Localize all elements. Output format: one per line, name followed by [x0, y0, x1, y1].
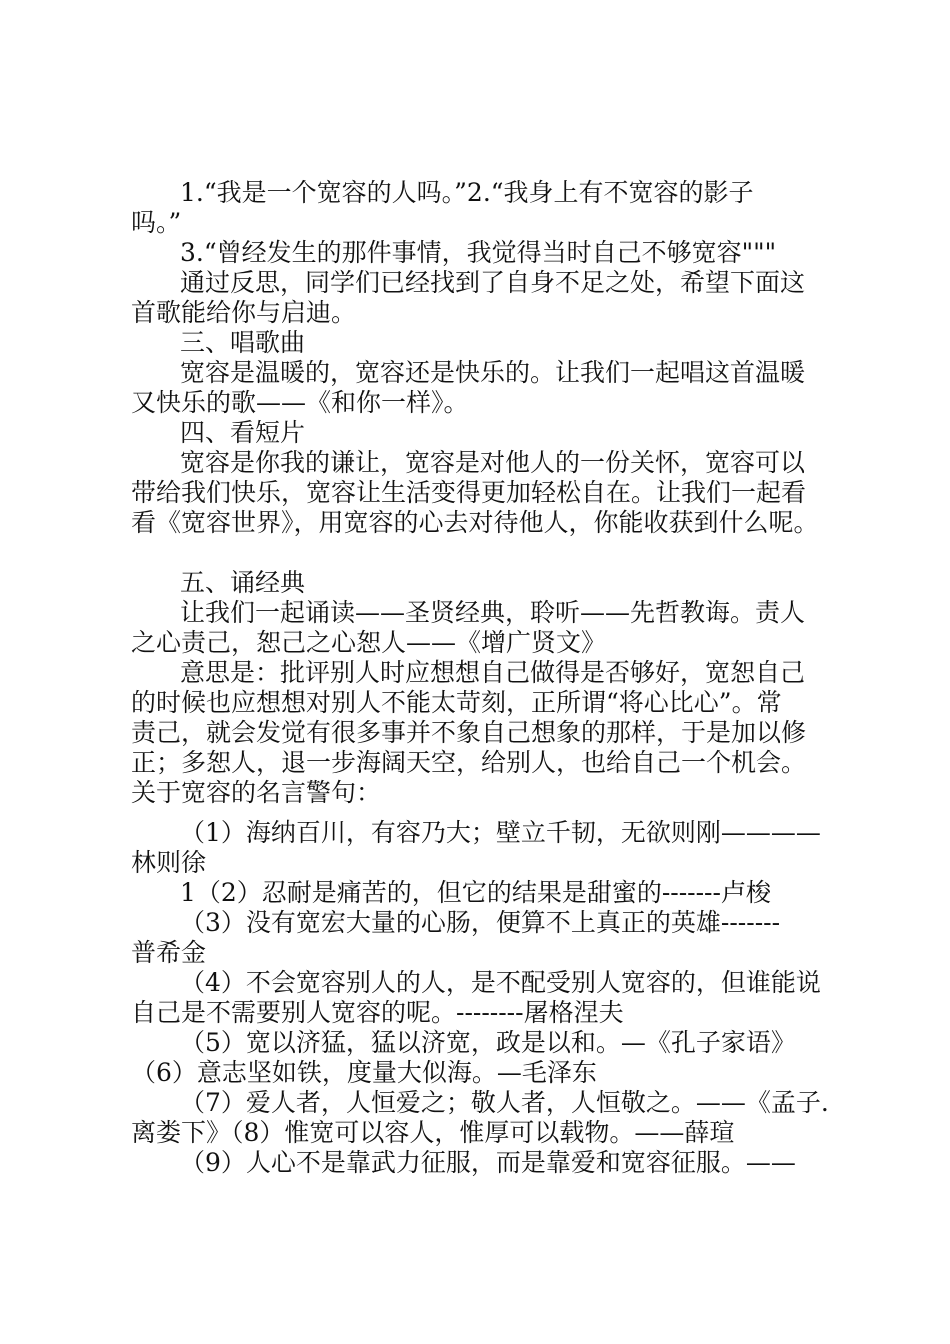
quote-line: 林则徐	[131, 848, 207, 877]
text-line: 3.“曾经发生的那件事情，我觉得当时自己不够宽容"""	[180, 238, 777, 267]
quote-line: 1（2）忍耐是痛苦的，但它的结果是甜蜜的-------卢梭	[180, 878, 771, 907]
text-line: 关于宽容的名言警句：	[131, 778, 382, 807]
quote-line: （4）不会宽容别人的人，是不配受别人宽容的，但谁能说	[180, 968, 821, 997]
quote-line: （3）没有宽宏大量的心肠，便算不上真正的英雄-------	[180, 908, 781, 937]
text-line: 首歌能给你与启迪。	[131, 298, 357, 327]
text-line: 又快乐的歌——《和你一样》。	[131, 388, 469, 417]
text-line: 吗。”	[131, 208, 182, 237]
text-line: 看《宽容世界》，用宽容的心去对待他人，你能收获到什么呢。	[131, 508, 819, 537]
quote-line: 自己是不需要别人宽容的呢。--------屠格涅夫	[131, 998, 624, 1027]
quote-line: （9）人心不是靠武力征服，而是靠爱和宽容征服。——	[180, 1148, 796, 1177]
section-heading: 四、看短片	[180, 418, 306, 447]
text-line: 意思是：批评别人时应想想自己做得是否够好，宽恕自己	[180, 658, 806, 687]
text-line: 宽容是你我的谦让，宽容是对他人的一份关怀，宽容可以	[180, 448, 806, 477]
text-line: 通过反思，同学们已经找到了自身不足之处，希望下面这	[180, 268, 806, 297]
text-line: 之心责己，恕己之心恕人——《增广贤文》	[131, 628, 607, 657]
quote-line: 离娄下》（8）惟宽可以容人，惟厚可以载物。——薛瑄	[131, 1118, 735, 1147]
quote-line: （1）海纳百川，有容乃大；壁立千韧，无欲则刚————	[180, 818, 821, 847]
text-line: 带给我们快乐，宽容让生活变得更加轻松自在。让我们一起看	[131, 478, 807, 507]
text-line: 让我们一起诵读——圣贤经典，聆听——先哲教诲。责人	[180, 598, 806, 627]
quote-line: （7）爱人者，人恒爱之；敬人者，人恒敬之。——《孟子.	[180, 1088, 829, 1117]
text-line: 宽容是温暖的，宽容还是快乐的。让我们一起唱这首温暖	[180, 358, 806, 387]
text-line: 正；多恕人，退一步海阔天空，给别人，也给自己一个机会。	[131, 748, 807, 777]
quote-line: （5）宽以济猛，猛以济宽，政是以和。—《孔子家语》	[180, 1028, 796, 1057]
quote-line: （6）意志坚如铁，度量大似海。—毛泽东	[131, 1058, 597, 1087]
section-heading: 三、唱歌曲	[180, 328, 306, 357]
text-line: 1.“我是一个宽容的人吗。”2.“我身上有不宽容的影子	[180, 178, 754, 207]
quote-line: 普希金	[131, 938, 207, 967]
text-line: 的时候也应想想对别人不能太苛刻，正所谓“将心比心”。常	[131, 688, 782, 717]
section-heading: 五、诵经典	[180, 568, 306, 597]
text-line: 责己，就会发觉有很多事并不象自己想象的那样，于是加以修	[131, 718, 807, 747]
